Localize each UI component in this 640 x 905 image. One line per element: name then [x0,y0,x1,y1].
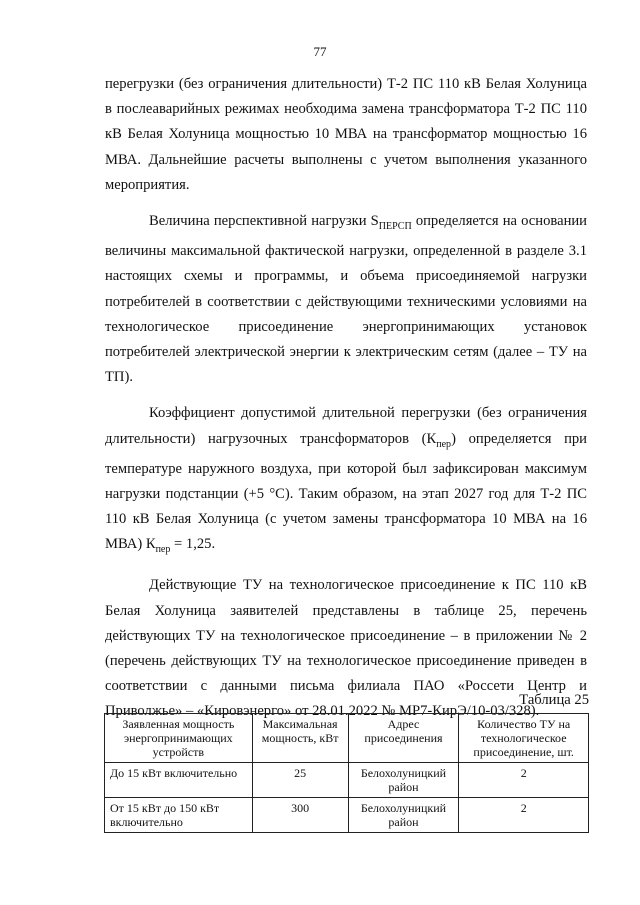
paragraph-2-part-1: Величина перспективной нагрузки S [149,213,379,230]
paragraph-2-subscript: ПЕРСП [378,220,412,232]
table-cell: 2 [459,763,589,798]
table-row [105,763,589,798]
table-cell: 25 [252,763,348,798]
column-header: Адрес присоединения [348,714,459,763]
table-cell: От 15 кВт до 150 кВт включительно [105,798,253,833]
paragraph-2 [105,209,587,390]
column-header: Заявленная мощность энергопринимающих устройств [105,714,253,763]
table-cell: До 15 кВт включительно [105,763,253,798]
table-cell: 2 [459,798,589,833]
table-cell: Белохолуницкий район [348,798,459,833]
table-row [105,798,589,833]
paragraph-3-part-3: = 1,25. [170,536,216,553]
data-table [104,713,589,833]
paragraph-3-subscript-1: пер [436,438,452,450]
table-caption: Таблица 25 [519,692,589,708]
paragraph-2-part-2: определяется на основании величины максимальной фактической нагрузки, определенной в разделе 3.1 настоящих схемы и программы, и объема присоединяемой нагрузки потребителей в соответствии с действующими техническими условиями на технологическое присоединение энергопринимающих установок потребителей электрической энергии к электрическим сетям (далее – ТУ на ТП). [105,213,587,386]
paragraph-4: Действующие ТУ на технологическое присоединение к ПС 110 кВ Белая Холуница заявителей представлены в таблице 25, перечень действующих ТУ на технологическое присоединение – в приложении № 2 (перечень действующих ТУ на технологическое присоединение приведен в соответствии с данными письма филиала ПАО «Россети Центр и Приволжье» – «Кировэнерго» от 28.01.2022 № МР7-КирЭ/10-03/328). [105,577,587,720]
paragraph-3 [105,401,587,562]
column-header: Максимальная мощность, кВт [252,714,348,763]
table-cell: Белохолуницкий район [348,763,459,798]
page-number: 77 [313,44,327,59]
paragraph-3-part-2: ) определяется при температуре наружного воздуха, при которой был зафиксирован максимум нагрузки подстанции (+5 °С). Таким образом, на этап 2027 год для Т-2 ПС 110 кВ Белая Холуница (с учетом замены трансформатора 10 МВА на 16 МВА) К [105,430,587,553]
column-header: Количество ТУ на технологическое присоединение, шт. [459,714,589,763]
paragraph-1: перегрузки (без ограничения длительности) Т-2 ПС 110 кВ Белая Холуница в послеаварийных режимах необходима замена трансформатора Т-2 ПС 110 кВ Белая Холуница мощностью 10 МВА на трансформатор мощностью 16 МВА. Дальнейшие расчеты выполнены с учетом выполнения указанного мероприятия. [105,76,587,193]
table-cell: 300 [252,798,348,833]
paragraph-3-part-1: Коэффициент допустимой длительной перегрузки (без ограничения длительности) нагрузочных трансформаторов (К [105,405,587,447]
body-text [105,72,587,725]
table-header-row [105,714,589,763]
paragraph-3-subscript-2: пер [155,544,171,556]
